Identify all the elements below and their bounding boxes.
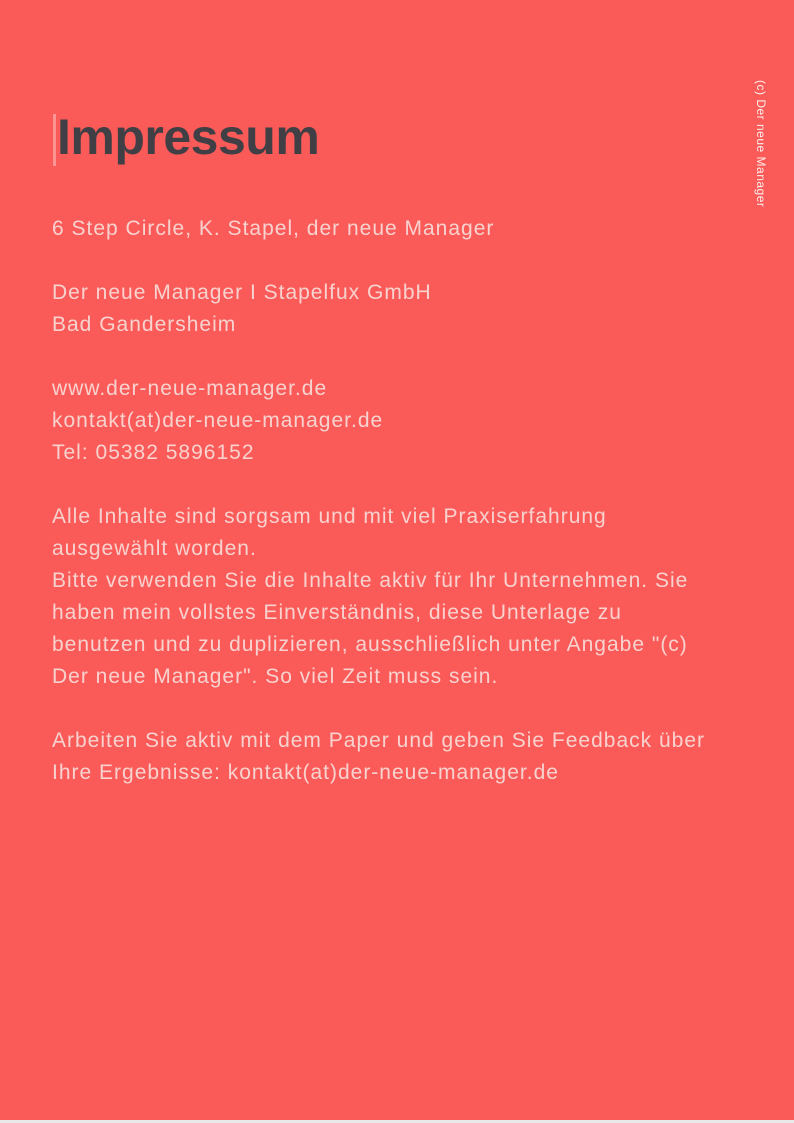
body-line-feedback: Ihre Ergebnisse: kontakt(at)der-neue-manager.de	[52, 761, 559, 784]
body-line-feedback: Arbeiten Sie aktiv mit dem Paper und geben Sie Feedback über	[52, 729, 706, 752]
body-line-notice: Bitte verwenden Sie die Inhalte aktiv für Ihr Unternehmen. Sie	[52, 569, 689, 592]
body-line-address: 6 Step Circle, K. Stapel, der neue Manager	[52, 217, 495, 240]
body-line-notice: benutzen und zu duplizieren, ausschließlich unter Angabe "(c)	[52, 633, 688, 656]
page-title: Impressum	[57, 109, 320, 165]
body-line-phone: Tel: 05382 5896152	[52, 441, 255, 464]
body-text-block	[52, 213, 752, 789]
body-line-notice: Alle Inhalte sind sorgsam und mit viel Praxiserfahrung	[52, 505, 607, 528]
body-line-website: www.der-neue-manager.de	[52, 377, 328, 400]
body-line-company: Der neue Manager I Stapelfux GmbH	[52, 281, 432, 304]
body-line-notice: haben mein vollstes Einverständnis, diese Unterlage zu	[52, 601, 622, 624]
body-line-spacer	[52, 341, 752, 373]
body-line-spacer	[52, 693, 752, 725]
body-line-spacer	[52, 245, 752, 277]
copyright-note: (c) Der neue Manager	[754, 80, 768, 208]
body-line-city: Bad Gandersheim	[52, 313, 237, 336]
body-line-email: kontakt(at)der-neue-manager.de	[52, 409, 384, 432]
body-line-notice: Der neue Manager". So viel Zeit muss sein.	[52, 665, 499, 688]
body-line-notice: ausgewählt worden.	[52, 537, 257, 560]
title-accent-bar	[53, 114, 56, 166]
body-line-spacer	[52, 469, 752, 501]
